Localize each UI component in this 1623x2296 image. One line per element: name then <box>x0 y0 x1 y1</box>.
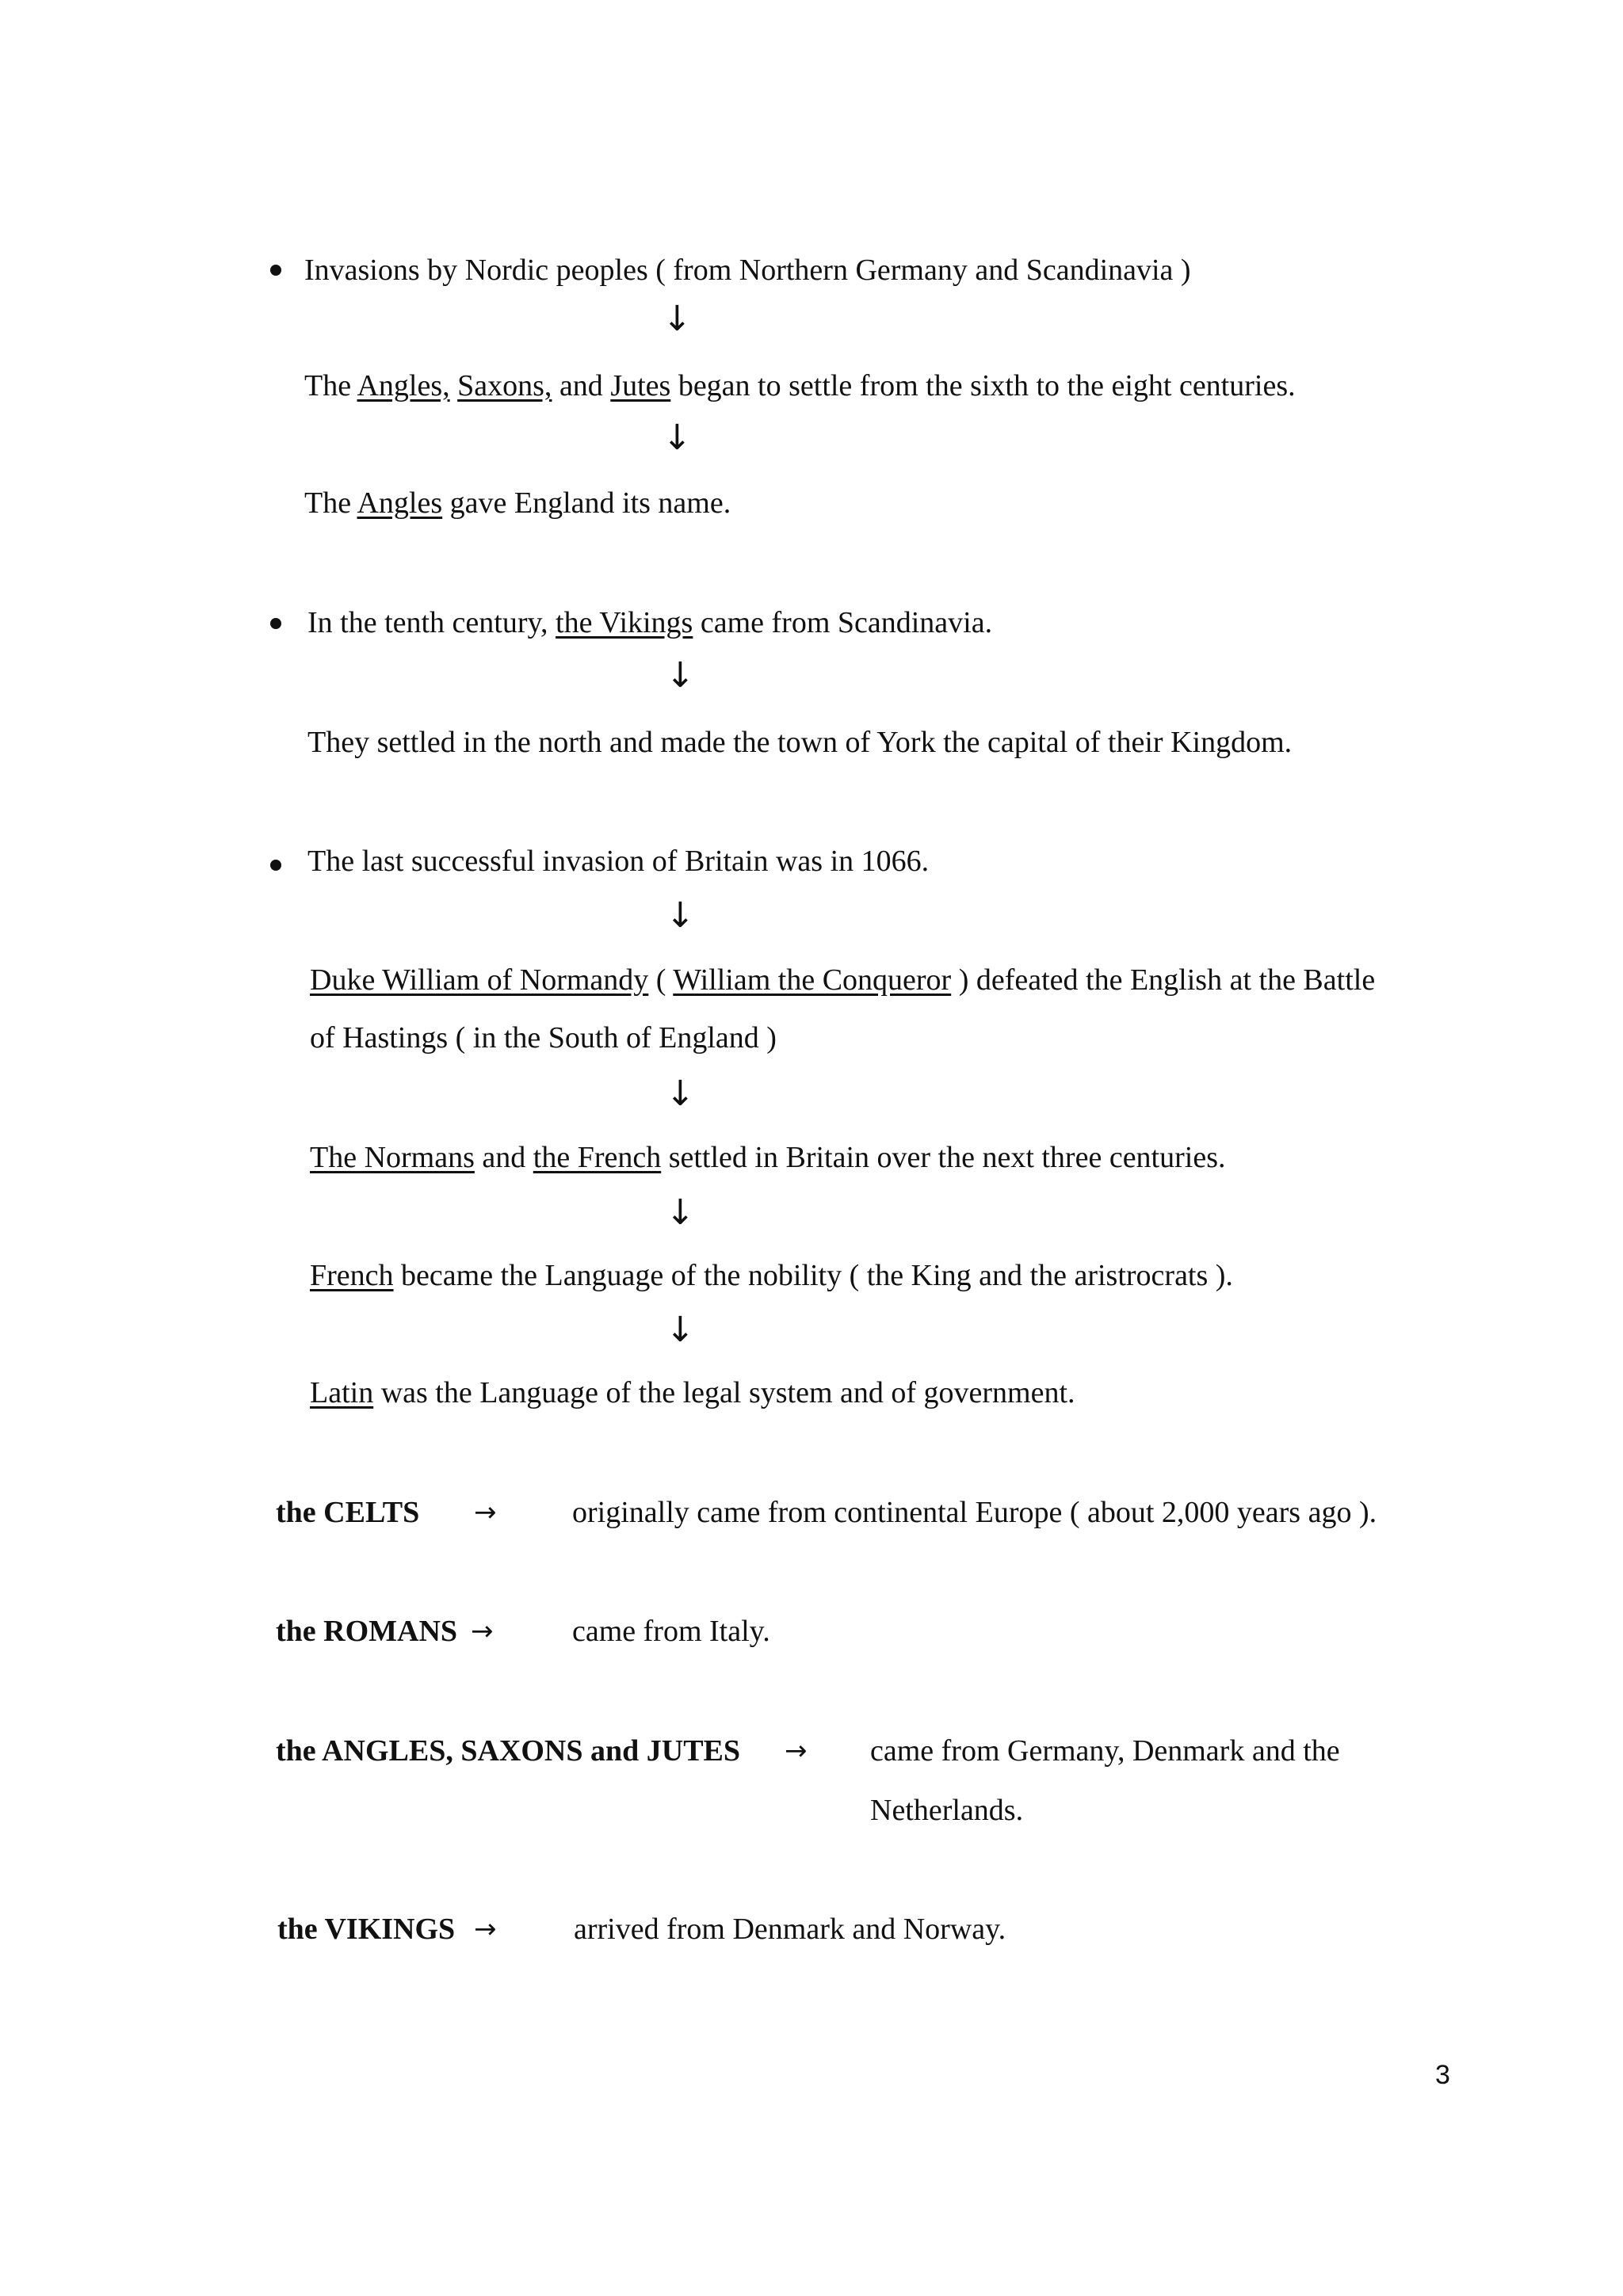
section3-heading: The last successful invasion of Britain was in 1066. <box>307 845 930 878</box>
section1-line3: The Angles gave England its name. <box>304 486 731 520</box>
right-arrow-icon: → <box>474 1913 497 1945</box>
section2-heading: In the tenth century, the Vikings came from Scandinavia. <box>307 606 993 639</box>
right-arrow-icon: → <box>474 1497 497 1528</box>
section3-line5: French became the Language of the nobility ( the King and the aristrocrats ). <box>310 1259 1233 1292</box>
right-arrow-icon: → <box>785 1735 808 1767</box>
bullet <box>270 860 281 871</box>
right-arrow-icon: → <box>471 1615 494 1647</box>
section3-line2: Duke William of Normandy ( William the Conqueror ) defeated the English at the Battle <box>310 963 1376 997</box>
down-arrow-icon: ↓ <box>666 1074 695 1114</box>
section3-line4: The Normans and the French settled in Britain over the next three centuries. <box>310 1141 1226 1174</box>
down-arrow-icon: ↓ <box>666 1192 695 1233</box>
people-desc-romans: came from Italy. <box>572 1615 770 1648</box>
people-name-angles-saxons-jutes: the ANGLES, SAXONS and JUTES <box>276 1734 741 1768</box>
people-desc-angles-saxons-jutes-cont: Netherlands. <box>870 1794 1024 1827</box>
bullet <box>270 618 281 629</box>
section2-line2: They settled in the north and made the town of York the capital of their Kingdom. <box>307 726 1293 759</box>
section1-heading: Invasions by Nordic peoples ( from Northern Germany and Scandinavia ) <box>304 254 1191 287</box>
section1-line2: The Angles, Saxons, and Jutes began to settle from the sixth to the eight centuries. <box>304 369 1296 402</box>
people-name-romans: the ROMANS <box>276 1615 458 1648</box>
down-arrow-icon: ↓ <box>666 1310 695 1350</box>
down-arrow-icon: ↓ <box>666 895 695 936</box>
bullet <box>270 265 281 276</box>
people-desc-celts: originally came from continental Europe ( about 2,000 years ago ). <box>572 1496 1377 1529</box>
down-arrow-icon: ↓ <box>663 418 692 458</box>
people-desc-angles-saxons-jutes: came from Germany, Denmark and the <box>870 1734 1340 1768</box>
people-desc-vikings: arrived from Denmark and Norway. <box>574 1913 1006 1946</box>
people-name-vikings: the VIKINGS <box>277 1913 456 1946</box>
page-number: 3 <box>1435 2060 1450 2090</box>
down-arrow-icon: ↓ <box>663 299 692 339</box>
down-arrow-icon: ↓ <box>666 655 695 696</box>
section3-line3: of Hastings ( in the South of England ) <box>310 1021 777 1055</box>
people-name-celts: the CELTS <box>276 1496 420 1529</box>
section3-line6: Latin was the Language of the legal system and of government. <box>310 1376 1075 1409</box>
